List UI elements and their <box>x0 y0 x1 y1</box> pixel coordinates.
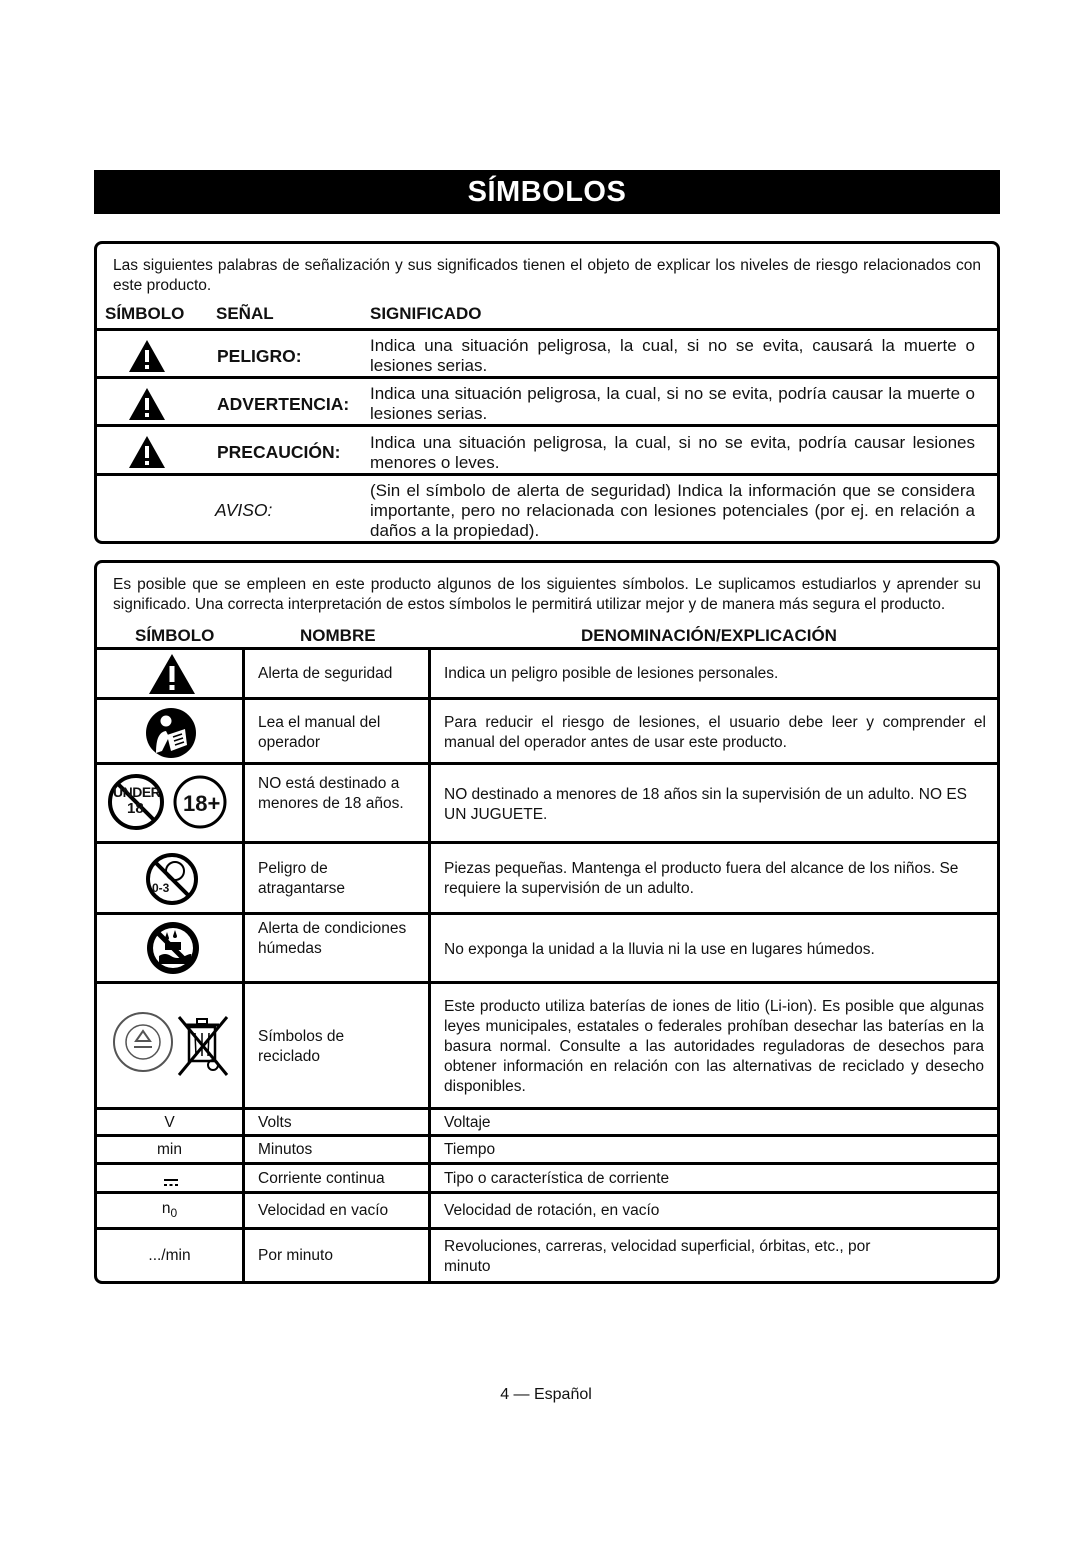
row-divider <box>97 1162 997 1165</box>
symbol-name: Lea el manual del operador <box>258 714 381 751</box>
symbol-explanation: Voltaje <box>444 1114 491 1131</box>
column-divider <box>242 647 245 1284</box>
row-divider <box>97 841 997 844</box>
symbol-explanation: Piezas pequeñas. Mantenga el producto fuera del alcance de los niños. Se requiere la supervisión de un adulto. <box>444 860 959 897</box>
symbol-subscript: 0 <box>170 1206 178 1221</box>
header-symbol: SÍMBOLO <box>135 626 215 645</box>
symbol-explanation: Indica un peligro posible de lesiones personales. <box>444 665 779 682</box>
row-divider <box>97 1107 997 1110</box>
row-divider <box>97 1227 997 1230</box>
warning-triangle-icon <box>128 435 166 474</box>
symbol-text: .../min <box>148 1247 191 1264</box>
symbol-name: Minutos <box>258 1141 313 1158</box>
row-divider <box>97 376 997 379</box>
symbol-explanation: Este producto utiliza baterías de iones de litio (Li-ion). Es posible que algunas leyes municipales, estatales o federales prohíban desechar las baterías en la basura normal. Consulte a las autoridades reguladoras de desechos para obtener información en relación con las alternativas de reciclado y desecho disponibles. <box>444 998 984 1095</box>
signal-label-aviso: AVISO: <box>215 500 273 520</box>
row-divider <box>97 647 997 650</box>
row-divider <box>97 328 997 331</box>
direct-current-icon <box>164 1174 178 1192</box>
symbol-text: V <box>164 1114 175 1131</box>
symbol-explanation: Revoluciones, carreras, velocidad superficial, órbitas, etc., por minuto <box>444 1238 871 1275</box>
signal-meaning: Indica una situación peligrosa, la cual, si no se evita, podría causar lesiones menores o leves. <box>370 433 975 472</box>
symbol-main: n <box>161 1200 171 1217</box>
symbol-name: Por minuto <box>258 1247 333 1264</box>
read-manual-icon <box>145 707 197 764</box>
under-18-icon-number: 18 <box>127 800 144 817</box>
signal-meaning: Indica una situación peligrosa, la cual, si no se evita, causará la muerte o lesiones serias. <box>370 336 975 375</box>
row-divider <box>97 697 997 700</box>
symbol-name: Alerta de seguridad <box>258 665 393 682</box>
signal-meaning: Indica una situación peligrosa, la cual, si no se evita, podría causar la muerte o lesiones serias. <box>370 384 975 423</box>
signal-intro: Las siguientes palabras de señalización y sus significados tienen el objeto de explicar los niveles de riesgo relacionados con este producto. <box>113 257 981 294</box>
page-footer: 4 — Español <box>500 1386 592 1403</box>
age-18-plus-icon-label: 18+ <box>183 791 221 816</box>
symbol-explanation: Para reducir el riesgo de lesiones, el usuario debe leer y comprender el manual del operador antes de usar este producto. <box>444 714 986 751</box>
row-divider <box>97 1134 997 1137</box>
rbrc-recycle-seal-icon <box>112 1011 174 1078</box>
column-divider <box>428 647 431 1284</box>
header-meaning: SIGNIFICADO <box>370 304 482 323</box>
choking-hazard-icon-label: 0-3 <box>152 881 170 895</box>
signal-words-table <box>94 241 1000 544</box>
symbol-name: NO está destinado a menores de 18 años. <box>258 775 404 812</box>
crossed-bin-icon <box>175 1013 231 1084</box>
signal-label: PELIGRO: <box>217 346 302 366</box>
choking-hazard-icon <box>145 852 199 911</box>
row-divider <box>97 981 997 984</box>
warning-triangle-icon <box>128 387 166 426</box>
header-signal: SEÑAL <box>216 304 274 323</box>
symbol-text: min <box>157 1141 182 1158</box>
symbol-text <box>97 1199 242 1223</box>
wet-conditions-icon <box>145 920 201 981</box>
row-divider <box>97 1191 997 1194</box>
symbol-name: Corriente continua <box>258 1170 385 1187</box>
page-title: SÍMBOLOS <box>94 170 1000 214</box>
symbols-intro: Es posible que se empleen en este producto algunos de los siguientes símbolos. Le suplicamos estudiarlos y aprender su significado. Una correcta interpretación de estos símbolos le permitirá utilizar mejor y de manera más segura el producto. <box>113 576 981 613</box>
symbol-name: Velocidad en vacío <box>258 1202 389 1219</box>
signal-meaning: (Sin el símbolo de alerta de seguridad) Indica la información que se considera importante, pero no relacionada con lesiones potenciales (por ej. en relación a daños a la propiedad). <box>370 481 975 540</box>
safety-alert-icon <box>148 653 196 700</box>
signal-label: ADVERTENCIA: <box>217 394 350 414</box>
symbol-explanation: Velocidad de rotación, en vacío <box>444 1202 660 1219</box>
symbol-explanation: Tipo o característica de corriente <box>444 1170 670 1187</box>
symbol-name: Volts <box>258 1114 292 1131</box>
symbol-name: Alerta de condiciones húmedas <box>258 920 407 957</box>
symbol-name: Símbolos de reciclado <box>258 1028 345 1065</box>
row-divider <box>97 912 997 915</box>
header-name: NOMBRE <box>300 626 376 645</box>
symbol-explanation: Tiempo <box>444 1141 496 1158</box>
symbol-explanation: NO destinado a menores de 18 años sin la supervisión de un adulto. NO ES UN JUGUETE. <box>444 786 968 823</box>
header-explanation: DENOMINACIÓN/EXPLICACIÓN <box>581 626 837 645</box>
symbol-explanation: No exponga la unidad a la lluvia ni la use en lugares húmedos. <box>444 941 875 958</box>
under-18-icon <box>107 773 229 836</box>
header-symbol: SÍMBOLO <box>105 304 185 323</box>
symbol-name: Peligro de atragantarse <box>258 860 346 897</box>
signal-label: PRECAUCIÓN: <box>217 442 341 462</box>
warning-triangle-icon <box>128 339 166 378</box>
row-divider <box>97 424 997 427</box>
under-18-icon-label: UNDER <box>113 784 161 800</box>
symbols-table <box>94 560 1000 1284</box>
row-divider <box>97 473 997 476</box>
row-divider <box>97 762 997 765</box>
